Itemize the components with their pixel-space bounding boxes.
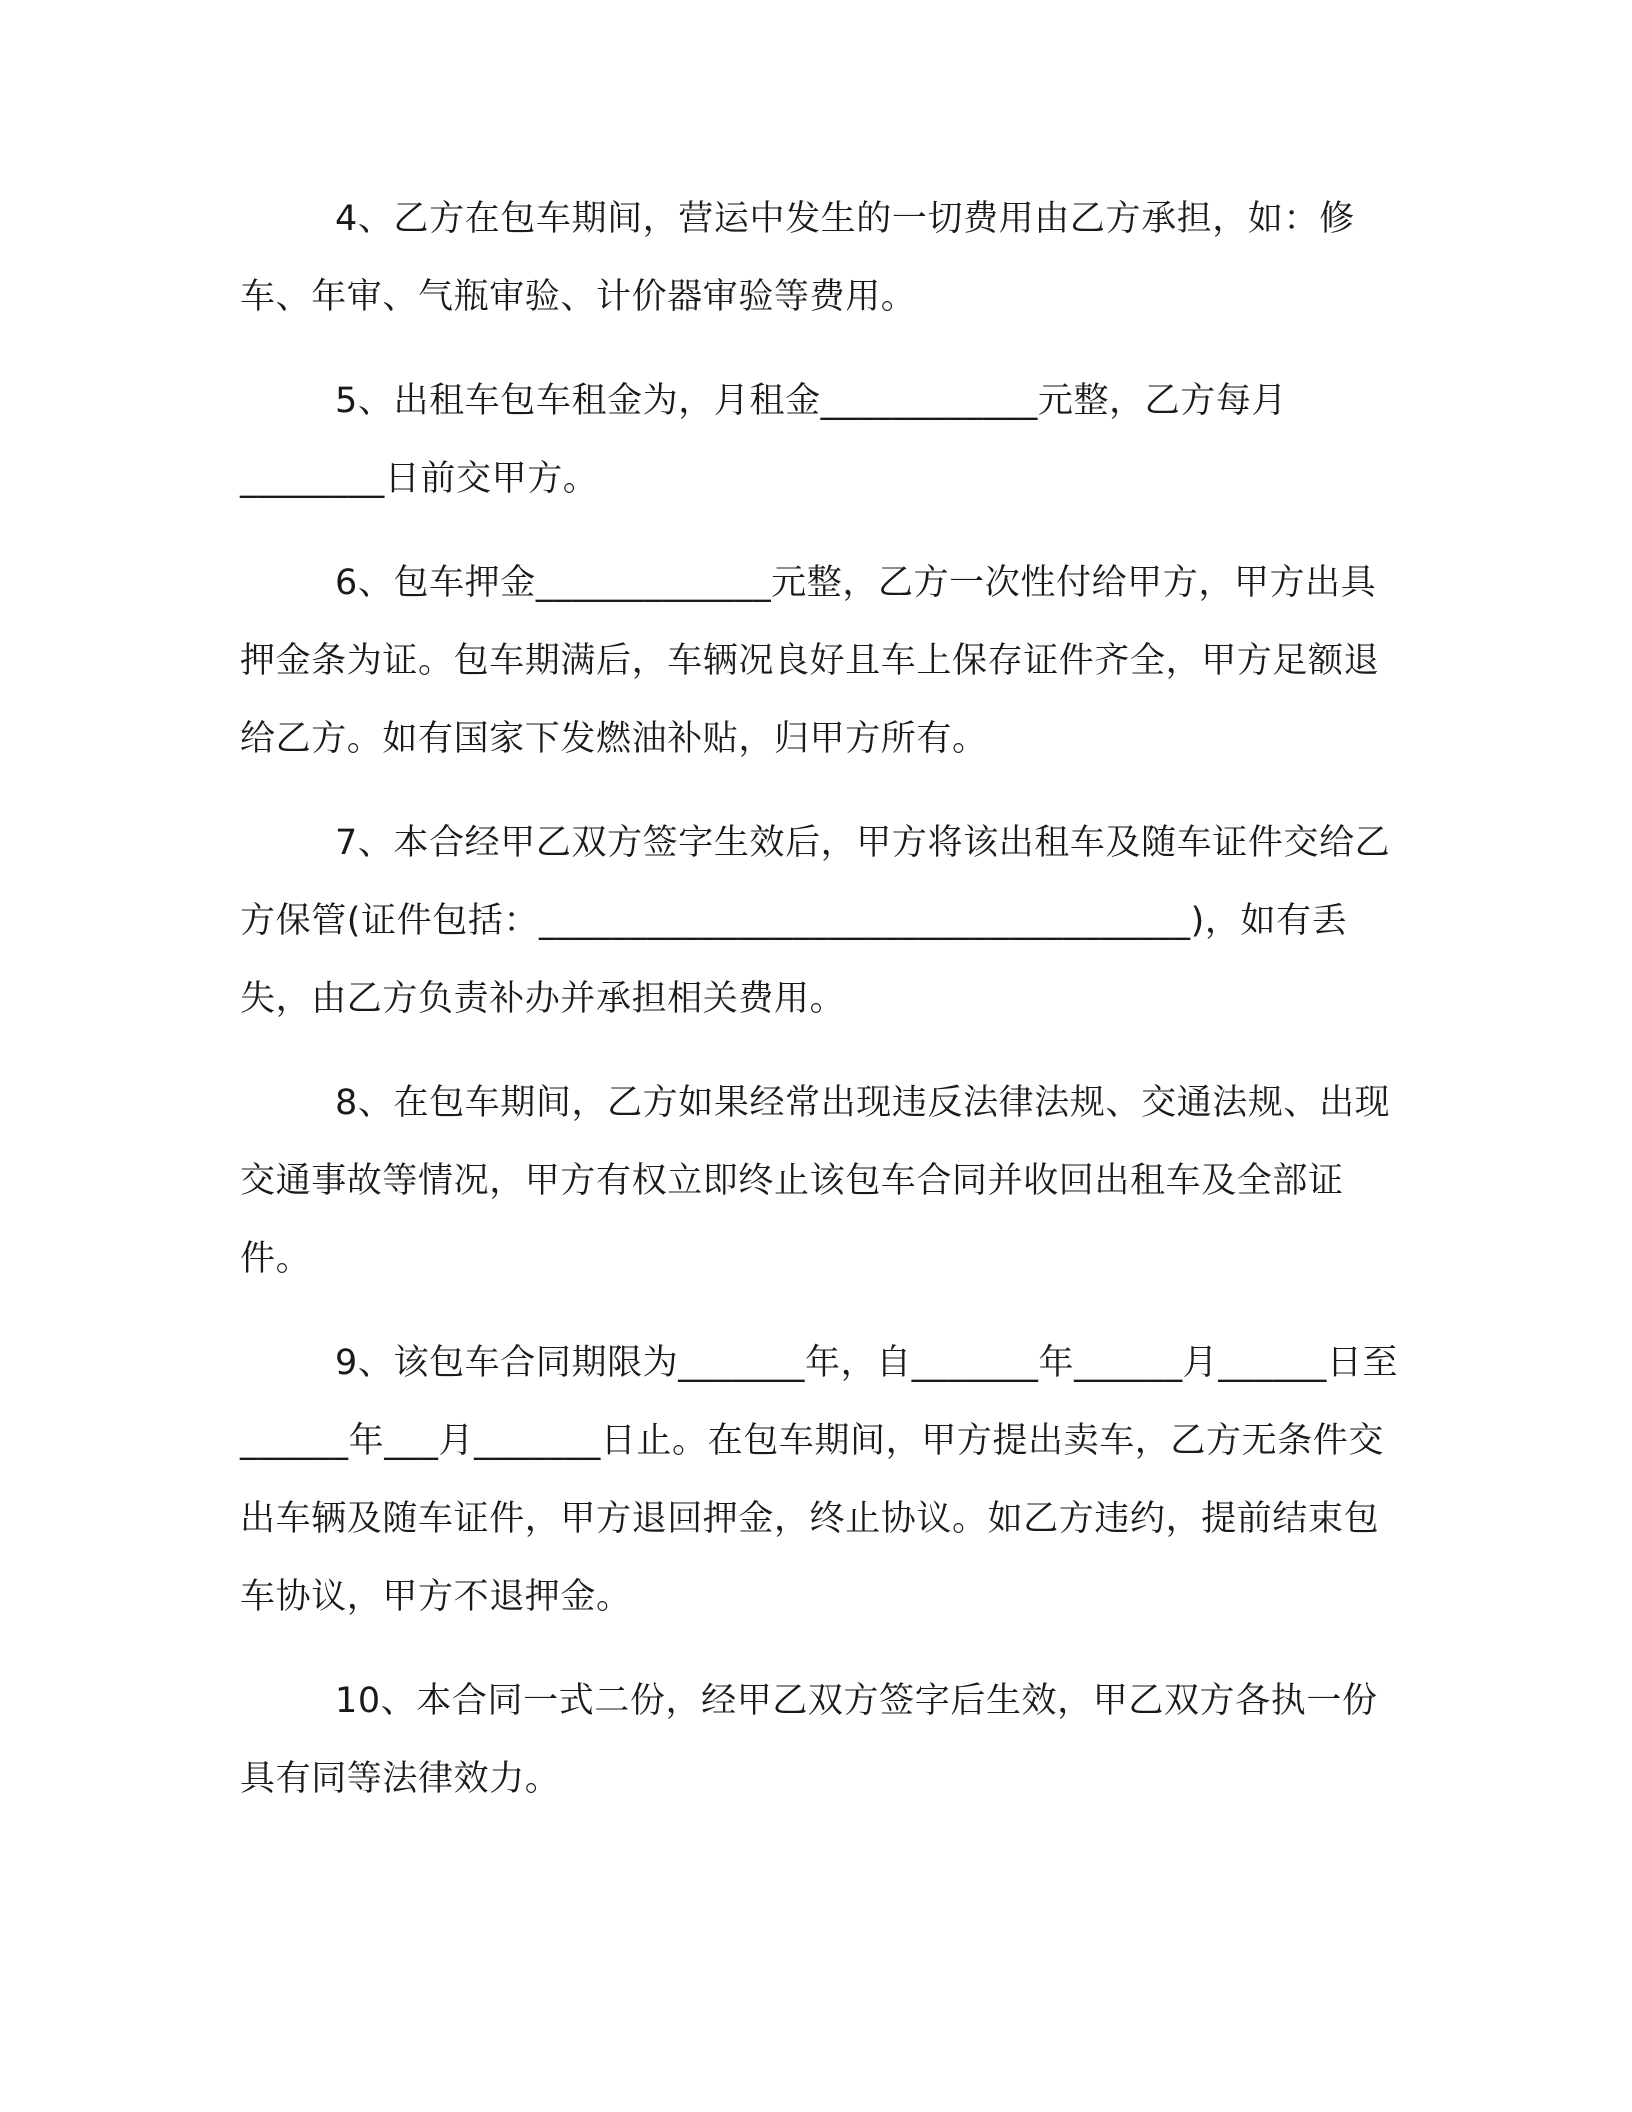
clause-9: 9、该包车合同期限为_______年，自_______年______月______日至______年___月_______日止。在包车期间，甲方提出卖车，乙方无条件交出车辆及随车证件，甲方退回押金，终止协议。如乙方违约，提前结束包车协议，甲方不退押金。: [240, 1343, 1399, 1617]
clause-4: 4、乙方在包车期间，营运中发生的一切费用由乙方承担，如：修车、年审、气瓶审验、计价器审验等费用。: [240, 199, 1355, 317]
contract-body: [240, 180, 1400, 1844]
clause-5: 5、出租车包车租金为，月租金____________元整，乙方每月________日前交甲方。: [240, 381, 1288, 499]
clause-7: 7、本合经甲乙双方签字生效后，甲方将该出租车及随车证件交给乙方保管(证件包括：____________________________________)，如有丢失，由乙方负责补办并承担相关费用。: [240, 823, 1391, 1019]
clause-10: 10、本合同一式二份，经甲乙双方签字后生效，甲乙双方各执一份具有同等法律效力。: [240, 1681, 1378, 1799]
clause-8: 8、在包车期间，乙方如果经常出现违反法律法规、交通法规、出现交通事故等情况，甲方有权立即终止该包车合同并收回出租车及全部证件。: [240, 1083, 1391, 1279]
clause-6: 6、包车押金_____________元整，乙方一次性付给甲方，甲方出具押金条为证。包车期满后，车辆况良好且车上保存证件齐全，甲方足额退给乙方。如有国家下发燃油补贴，归甲方所有。: [240, 563, 1380, 759]
